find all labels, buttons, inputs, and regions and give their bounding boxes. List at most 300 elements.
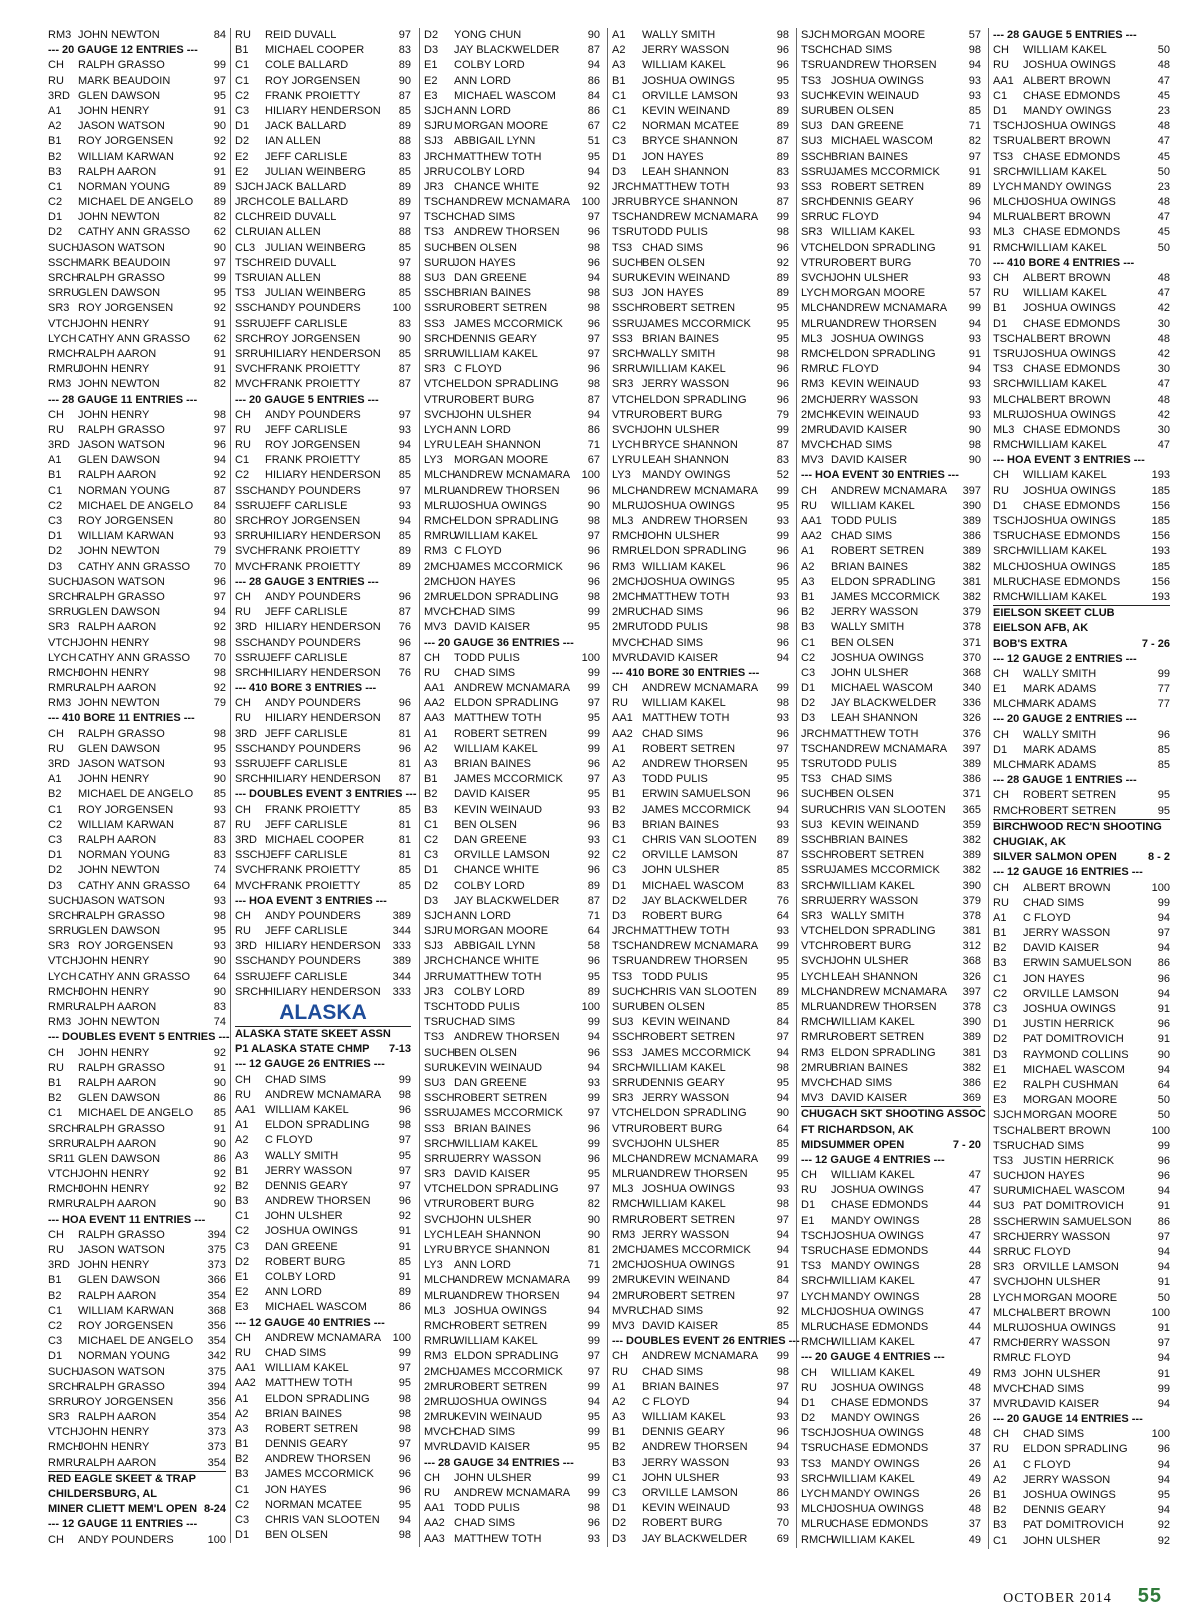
shooter-name: ANDREW MCNAMARA <box>454 196 571 209</box>
score: 70 <box>213 560 226 573</box>
result-row <box>801 651 981 666</box>
shooter-name: CHAD SIMS <box>1023 1139 1085 1152</box>
score: 99 <box>587 606 600 619</box>
class-code: VTRU <box>612 408 642 421</box>
shooter-name: MICHAEL WASCOM <box>1023 1185 1125 1198</box>
score: 95 <box>1157 789 1170 802</box>
result-row <box>235 848 411 863</box>
score: 85 <box>398 879 411 892</box>
shooter-name: ELDON SPRADLING <box>454 515 559 527</box>
shooter-name: ANDREW THORSEN <box>642 758 748 770</box>
result-row <box>801 529 981 544</box>
result-row <box>993 682 1170 697</box>
shooter-name: CHAD SIMS <box>1023 1428 1085 1441</box>
score: 87 <box>213 818 226 831</box>
shooter-name: FRANK PROIETTY <box>265 89 361 102</box>
class-code: RMRU <box>801 363 834 376</box>
class-code: SRCH <box>235 515 267 527</box>
result-row <box>993 1048 1170 1063</box>
class-code: AA2 <box>612 727 633 740</box>
score: 83 <box>398 44 411 57</box>
shooter-name: C FLOYD <box>831 211 879 224</box>
shooter-name: ELDON SPRADLING <box>265 1119 370 1132</box>
class-code: ML3 <box>993 423 1015 436</box>
shooter-name: MICHAEL WASCOM <box>831 135 933 148</box>
shooter-name: LEAH SHANNON <box>831 712 918 725</box>
score: 50 <box>1157 1094 1170 1107</box>
shooter-name: KEVIN WEINAUD <box>831 378 920 391</box>
score: 382 <box>962 864 981 877</box>
score: 90 <box>213 985 226 998</box>
result-row <box>235 241 411 256</box>
shooter-name: WILLIAM KAKEL <box>642 59 726 72</box>
result-row <box>612 332 789 347</box>
shooter-name: JOSHUA OWINGS <box>1023 408 1116 421</box>
score: 57 <box>968 29 981 41</box>
shooter-name: JOHN ULSHER <box>454 1213 532 1226</box>
shooter-name: WILLIAM KARWAN <box>78 1304 174 1317</box>
class-code: CH <box>48 59 64 72</box>
score: 85 <box>398 454 411 467</box>
class-code: D3 <box>801 712 816 725</box>
class-code: TSCH <box>612 940 642 953</box>
score: 90 <box>587 1213 600 1226</box>
score: 96 <box>776 363 789 376</box>
shoot-title <box>801 1138 981 1153</box>
shoot-date: 8 - 2 <box>1147 851 1170 864</box>
shooter-name: JASON WATSON <box>78 894 165 907</box>
result-row <box>612 1152 789 1167</box>
shooter-name: MICHAEL COOPER <box>265 833 365 846</box>
class-code: MLRU <box>801 1518 833 1531</box>
score: 93 <box>213 530 226 543</box>
class-code: MVCH <box>235 378 268 391</box>
result-row <box>48 134 226 149</box>
event-header: --- 28 GAUGE 5 ENTRIES --- <box>993 29 1137 41</box>
shooter-name: RALPH GRASSO <box>78 1228 165 1241</box>
score: 99 <box>587 727 600 740</box>
result-row <box>801 317 981 332</box>
shooter-name: JASON WATSON <box>78 120 165 133</box>
class-code: TSRU <box>612 955 642 968</box>
class-code: LYRU <box>424 1244 453 1256</box>
result-row <box>48 453 226 468</box>
result-row <box>993 301 1170 316</box>
score: 92 <box>587 849 600 862</box>
score: 96 <box>587 955 600 968</box>
score: 42 <box>1157 347 1170 360</box>
shooter-name: WALLY SMITH <box>642 29 716 41</box>
class-code: JRCH <box>801 727 831 740</box>
result-row <box>235 165 411 180</box>
class-code: D1 <box>48 849 63 862</box>
score: 44 <box>968 1320 981 1333</box>
shooter-name: GLEN DAWSON <box>78 89 161 102</box>
score: 89 <box>213 196 226 209</box>
score: 97 <box>398 256 411 269</box>
result-row <box>48 1304 226 1319</box>
score: 344 <box>392 970 411 983</box>
class-code: A2 <box>235 1134 249 1147</box>
shooter-name: WILLIAM KAKEL <box>642 363 726 376</box>
score: 28 <box>968 1290 981 1303</box>
result-row <box>612 651 789 666</box>
score: 96 <box>587 1517 600 1530</box>
shooter-name: RAYMOND COLLINS <box>1023 1048 1129 1061</box>
class-code: CH <box>993 789 1009 802</box>
result-row <box>612 362 789 377</box>
result-row <box>48 438 226 453</box>
result-row <box>993 362 1170 377</box>
result-row <box>424 1425 600 1440</box>
shooter-name: ANDREW MCNAMARA <box>831 484 948 497</box>
shooter-name: TODD PULIS <box>454 1001 520 1013</box>
score: 96 <box>776 1426 789 1439</box>
class-code: VTCH <box>48 1168 78 1181</box>
shooter-name: ANDREW MCNAMARA <box>454 1274 571 1287</box>
result-row <box>424 924 600 939</box>
class-code: SSRU <box>235 499 266 512</box>
result-row <box>801 803 981 818</box>
shooter-name: MARK BEAUDOIN <box>78 256 171 269</box>
class-code: SUCH <box>801 89 833 102</box>
class-code: TSCH <box>993 515 1023 527</box>
score: 389 <box>962 1031 981 1044</box>
class-code: RU <box>993 896 1009 909</box>
shooter-name: HILIARY HENDERSON <box>265 712 381 725</box>
score: 86 <box>1157 1215 1170 1228</box>
score: 93 <box>398 423 411 436</box>
score: 70 <box>968 256 981 269</box>
score: 381 <box>962 1046 981 1059</box>
score: 333 <box>392 940 411 953</box>
class-code: SRCH <box>612 1061 644 1074</box>
score: 381 <box>962 925 981 938</box>
score: 76 <box>398 666 411 679</box>
result-row <box>235 863 411 878</box>
class-code: 2MCH <box>424 1365 456 1378</box>
shooter-name: MANDY OWINGS <box>1023 180 1112 193</box>
class-code: RU <box>235 818 251 831</box>
result-row <box>612 605 789 620</box>
class-code: C2 <box>612 849 627 862</box>
shooter-name: ANDREW THORSEN <box>831 59 937 72</box>
shooter-name: WILLIAM KAKEL <box>831 1169 915 1182</box>
class-code: SVCH <box>612 423 643 436</box>
score: 98 <box>968 439 981 452</box>
class-code: B1 <box>48 135 62 148</box>
score: 26 <box>968 1488 981 1500</box>
result-row <box>801 1183 981 1198</box>
result-row <box>801 1366 981 1381</box>
class-code: RM3 <box>424 545 448 558</box>
result-row <box>612 286 789 301</box>
shooter-name: MICHAEL DE ANGELO <box>78 788 194 801</box>
score: 81 <box>398 818 411 831</box>
shooter-name: COLBY LORD <box>265 1271 336 1283</box>
class-code: MVCH <box>235 879 268 892</box>
shooter-name: JOSHUA OWINGS <box>454 499 547 512</box>
class-code: CH <box>801 1366 817 1379</box>
class-code: SS3 <box>424 1122 445 1135</box>
class-code: CH <box>612 682 628 695</box>
score: 94 <box>587 1395 600 1408</box>
shooter-name: JACK BALLARD <box>265 120 347 133</box>
shooter-name: RALPH GRASSO <box>78 1380 165 1393</box>
class-code: B2 <box>48 150 62 163</box>
result-row <box>612 225 789 240</box>
result-row <box>801 727 981 742</box>
shooter-name: KEVIN WEINAUD <box>642 1502 731 1515</box>
score: 95 <box>213 925 226 938</box>
class-code: MLCH <box>993 698 1025 711</box>
class-code: AA3 <box>424 712 445 725</box>
class-code: JRRU <box>424 165 454 178</box>
score: 375 <box>207 1365 226 1378</box>
result-row <box>424 119 600 134</box>
score: 382 <box>962 833 981 846</box>
class-code: 2MRU <box>801 423 833 436</box>
result-row <box>801 1487 981 1502</box>
class-code: A3 <box>612 59 626 72</box>
result-row <box>235 347 411 362</box>
shooter-name: JEFF CARLISLE <box>265 727 348 740</box>
event-header: --- 28 GAUGE 11 ENTRIES --- <box>48 393 198 406</box>
event-header: --- DOUBLES EVENT 5 ENTRIES --- <box>48 1031 230 1044</box>
class-code: AA1 <box>235 1362 256 1375</box>
shooter-name: JASON WATSON <box>78 439 165 452</box>
result-row <box>612 787 789 802</box>
score: 79 <box>213 545 226 558</box>
result-row <box>48 423 226 438</box>
class-code: MLCH <box>993 196 1025 209</box>
class-code: D2 <box>801 1412 816 1425</box>
result-row <box>993 728 1170 743</box>
score: 96 <box>776 44 789 57</box>
class-code: C1 <box>612 89 627 102</box>
shooter-name: RALPH AARON <box>78 1076 157 1089</box>
shooter-name: MATTHEW TOTH <box>454 150 542 163</box>
result-row <box>801 1015 981 1030</box>
result-row <box>801 1411 981 1426</box>
shooter-name: JON HAYES <box>642 150 704 163</box>
result-row <box>424 1395 600 1410</box>
score: 85 <box>398 287 411 300</box>
shooter-name: IAN ALLEN <box>265 135 321 148</box>
result-row <box>612 104 789 119</box>
class-code: D2 <box>993 1033 1008 1046</box>
shooter-name: DAVID KAISER <box>642 651 719 664</box>
shooter-name: C FLOYD <box>1023 911 1071 924</box>
class-code: 2MCH <box>612 575 644 588</box>
result-row <box>612 134 789 149</box>
shooter-name: CHANCE WHITE <box>454 864 539 877</box>
shooter-name: ANDREW THORSEN <box>642 515 748 527</box>
score: 98 <box>776 1198 789 1211</box>
shooter-name: JEFF CARLISLE <box>265 150 348 163</box>
class-code: SSCH <box>235 742 266 755</box>
result-row <box>424 909 600 924</box>
class-code: SRCH <box>993 378 1025 391</box>
class-code: RU <box>48 74 64 87</box>
class-code: CH <box>235 590 251 603</box>
class-code: RMCH <box>993 1337 1026 1350</box>
score: 83 <box>398 317 411 330</box>
class-code: SUCH <box>612 256 644 269</box>
shoot-title <box>993 850 1170 865</box>
score: 100 <box>1151 1428 1170 1441</box>
result-row <box>801 74 981 89</box>
class-code: D3 <box>424 44 439 57</box>
result-row <box>993 1017 1170 1032</box>
class-code: MLRU <box>993 575 1025 588</box>
score: 95 <box>776 1076 789 1089</box>
class-code: B2 <box>48 1289 62 1302</box>
score: 93 <box>587 1532 600 1545</box>
result-row <box>235 225 411 240</box>
shooter-name: JAMES MCCORMICK <box>454 1365 563 1378</box>
shooter-name: BEN OLSEN <box>454 241 517 254</box>
score: 91 <box>213 1122 226 1135</box>
class-code: D1 <box>993 1018 1008 1031</box>
shooter-name: WILLIAM KAKEL <box>1023 44 1107 57</box>
shooter-name: MATTHEW TOTH <box>642 180 730 193</box>
score: 98 <box>587 378 600 391</box>
class-code: 2MCH <box>801 393 833 406</box>
shooter-name: ANDY POUNDERS <box>265 697 361 710</box>
result-row <box>993 1367 1170 1382</box>
score: 342 <box>207 1350 226 1363</box>
score: 340 <box>962 682 981 695</box>
result-row <box>612 742 789 757</box>
class-code: A1 <box>424 727 438 740</box>
score: 97 <box>213 423 226 436</box>
shooter-name: JOSHUA OWINGS <box>1023 347 1116 360</box>
results-column <box>988 28 1170 1549</box>
issue-date: OCTOBER 2014 <box>1003 1591 1112 1606</box>
result-row <box>424 74 600 89</box>
score: 95 <box>776 499 789 512</box>
class-code: LY3 <box>424 454 443 467</box>
class-code: ML3 <box>801 332 823 345</box>
score: 368 <box>207 1304 226 1317</box>
result-row <box>235 43 411 58</box>
score: 48 <box>1157 332 1170 345</box>
result-row <box>993 1169 1170 1184</box>
shooter-name: KEVIN WEINAUD <box>831 89 920 102</box>
class-code: TS3 <box>993 150 1014 163</box>
shooter-name: JOHN HENRY <box>78 363 150 376</box>
result-row <box>612 1137 789 1152</box>
result-row <box>612 317 789 332</box>
shooter-name: MARK ADAMS <box>1023 759 1097 771</box>
score: 96 <box>587 256 600 269</box>
shooter-name: JOHN ULSHER <box>265 1210 343 1223</box>
shooter-name: JAMES MCCORMICK <box>454 1107 563 1120</box>
shooter-name: BRIAN BAINES <box>454 287 532 300</box>
shooter-name: DENNIS GEARY <box>642 1426 725 1439</box>
shooter-name: CHAD SIMS <box>454 1517 516 1530</box>
result-row <box>48 1440 226 1455</box>
score: 89 <box>398 180 411 193</box>
score: 95 <box>587 970 600 983</box>
score: 81 <box>398 727 411 740</box>
result-row <box>801 1502 981 1517</box>
class-code: SVCH <box>424 408 455 421</box>
class-code: TSRU <box>235 272 265 284</box>
class-code: C1 <box>235 454 250 467</box>
class-code: MVRU <box>612 651 645 664</box>
class-code: TS3 <box>801 773 822 786</box>
class-code: SRCH <box>801 879 833 892</box>
shooter-name: FRANK PROIETTY <box>265 879 361 892</box>
score: 96 <box>776 560 789 573</box>
score: 87 <box>587 894 600 907</box>
class-code: MV3 <box>801 1092 824 1105</box>
score: 96 <box>587 864 600 877</box>
result-row <box>235 666 411 681</box>
shoot-name: MINER CLIETT MEM'L OPEN <box>48 1503 198 1516</box>
class-code: B1 <box>993 927 1007 940</box>
shooter-name: LEAH SHANNON <box>454 439 541 452</box>
class-code: VTCH <box>612 393 642 406</box>
class-code: LYCH <box>48 651 77 664</box>
class-code: CH <box>235 909 251 922</box>
shooter-name: NORMAN YOUNG <box>78 180 171 193</box>
result-row <box>993 210 1170 225</box>
class-code: D3 <box>993 1048 1008 1061</box>
class-code: SR3 <box>993 1261 1015 1274</box>
class-code: SSRU <box>801 165 832 178</box>
class-code: SRRU <box>993 1246 1025 1258</box>
score: 98 <box>776 347 789 360</box>
event-header: --- 20 GAUGE 5 ENTRIES --- <box>235 393 379 406</box>
class-code: 2MRU <box>424 1395 456 1408</box>
score: 97 <box>587 773 600 786</box>
result-row <box>48 970 226 985</box>
result-row <box>48 954 226 969</box>
shooter-name: JOSHUA OWINGS <box>831 1305 924 1318</box>
score: 100 <box>581 651 600 664</box>
class-code: SUCH <box>424 241 456 254</box>
shooter-name: CHRIS VAN SLOOTEN <box>831 803 946 816</box>
class-code: A1 <box>993 911 1007 924</box>
shooter-name: JEFF CARLISLE <box>265 758 348 770</box>
result-row <box>612 1319 789 1334</box>
score: 185 <box>1151 484 1170 497</box>
class-code: C1 <box>612 833 627 846</box>
class-code: D1 <box>993 317 1008 330</box>
shooter-name: ANDREW MCNAMARA <box>454 469 571 482</box>
score: 96 <box>587 575 600 588</box>
score: 71 <box>587 909 600 922</box>
result-row <box>612 377 789 392</box>
shooter-name: CHAD SIMS <box>642 727 704 740</box>
shooter-name: ALBERT BROWN <box>1023 332 1111 345</box>
shooter-name: NORMAN MCATEE <box>642 120 739 133</box>
result-row <box>235 1361 411 1376</box>
score: 96 <box>587 545 600 558</box>
score: 92 <box>1157 1519 1170 1532</box>
score: 89 <box>398 560 411 573</box>
score: 94 <box>213 454 226 467</box>
class-code: RMRU <box>424 530 457 543</box>
class-code: SR3 <box>612 1092 634 1105</box>
shooter-name: CHAD SIMS <box>454 211 516 224</box>
result-row <box>235 271 411 286</box>
result-row <box>235 150 411 165</box>
shooter-name: JON HAYES <box>1023 972 1085 985</box>
